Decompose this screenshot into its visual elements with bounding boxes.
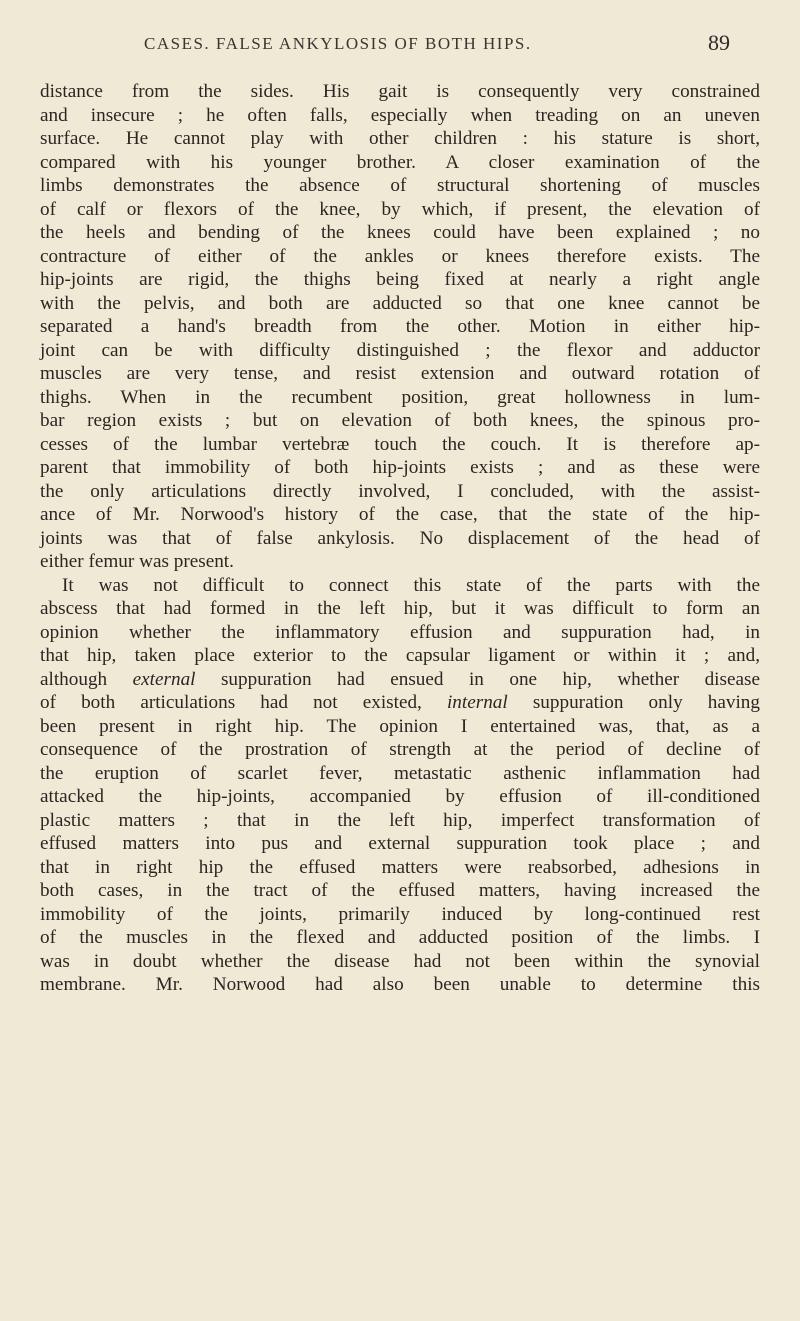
text-line: that in right hip the effused matters were reabsorbed, adhesions in bbox=[40, 856, 760, 878]
text-line: of the muscles in the flexed and adducted position of the limbs. I bbox=[40, 927, 760, 948]
text-line: effused matters into pus and external suppuration took place ; and bbox=[40, 833, 760, 854]
text-run: suppuration had ensued in one hip, whether disease bbox=[195, 668, 760, 690]
text-line: parent that immobility of both hip-joints exists ; and as these were bbox=[40, 457, 760, 478]
text-line: membrane. Mr. Norwood had also been unable to determine this bbox=[40, 974, 760, 995]
text-line: been present in right hip. The opinion I entertained was, that, as a bbox=[40, 715, 760, 737]
text-run: of both articulations had not existed, bbox=[40, 692, 447, 713]
text-line: immobility of the joints, primarily induced by long-continued rest bbox=[40, 903, 760, 925]
text-line: It was not difficult to connect this state of the parts with the bbox=[62, 574, 760, 596]
text-line: joint can be with difficulty distinguished ; the flexor and adductor bbox=[40, 339, 760, 361]
text-line: hip-joints are rigid, the thighs being fixed at nearly a right angle bbox=[40, 269, 760, 290]
paragraph-1 bbox=[40, 80, 760, 574]
text-line: ance of Mr. Norwood's history of the case, that the state of the hip- bbox=[40, 504, 760, 525]
text-line: was in doubt whether the disease had not been within the synovial bbox=[40, 950, 760, 972]
paragraph-2 bbox=[40, 574, 760, 997]
text-line: joints was that of false ankylosis. No displacement of the head of bbox=[40, 527, 760, 549]
text-line: opinion whether the inflammatory effusion and suppuration had, in bbox=[40, 621, 760, 643]
text-line: surface. He cannot play with other children : his stature is short, bbox=[40, 128, 760, 149]
text-run: suppuration only having bbox=[507, 692, 760, 713]
text-line: and insecure ; he often falls, especially when treading on an uneven bbox=[40, 104, 760, 126]
text-line: the eruption of scarlet fever, metastatic asthenic inflammation had bbox=[40, 762, 760, 784]
running-head: CASES. FALSE ANKYLOSIS OF BOTH HIPS. bbox=[144, 34, 532, 53]
text-line: muscles are very tense, and resist extension and outward rotation of bbox=[40, 363, 760, 384]
text-line: the only articulations directly involved, I concluded, with the assist- bbox=[40, 480, 760, 502]
italic-word: external bbox=[132, 668, 196, 690]
text-line: cesses of the lumbar vertebræ touch the couch. It is therefore ap- bbox=[40, 433, 760, 455]
text-line: that hip, taken place exterior to the capsular ligament or within it ; and, bbox=[40, 645, 760, 666]
text-line: with the pelvis, and both are adducted so that one knee cannot be bbox=[40, 292, 760, 314]
text-line: thighs. When in the recumbent position, great hollowness in lum- bbox=[40, 386, 760, 408]
text-line-mixed bbox=[40, 691, 760, 715]
text-line: both cases, in the tract of the effused matters, having increased the bbox=[40, 880, 760, 901]
italic-word: internal bbox=[446, 692, 508, 713]
text-line: consequence of the prostration of strength at the period of decline of bbox=[40, 739, 760, 760]
text-line: compared with his younger brother. A closer examination of the bbox=[40, 151, 760, 173]
page-number: 89 bbox=[708, 30, 730, 55]
text-line: distance from the sides. His gait is consequently very constrained bbox=[40, 81, 760, 102]
text-line: the heels and bending of the knees could have been explained ; no bbox=[40, 222, 760, 243]
text-line: of calf or flexors of the knee, by which, if present, the elevation of bbox=[40, 198, 760, 220]
page-header bbox=[0, 28, 800, 58]
text-line: attacked the hip-joints, accompanied by effusion of ill-conditioned bbox=[40, 786, 760, 807]
body-text bbox=[40, 80, 760, 997]
text-run: although bbox=[40, 668, 133, 690]
text-line: abscess that had formed in the left hip, but it was difficult to form an bbox=[40, 598, 760, 619]
text-line: limbs demonstrates the absence of structural shortening of muscles bbox=[40, 175, 760, 196]
text-line: separated a hand's breadth from the other. Motion in either hip- bbox=[40, 316, 760, 337]
text-line: either femur was present. bbox=[40, 551, 234, 572]
text-line: bar region exists ; but on elevation of both knees, the spinous pro- bbox=[40, 410, 760, 431]
text-line: plastic matters ; that in the left hip, imperfect transformation of bbox=[40, 809, 760, 831]
text-line: contracture of either of the ankles or knees therefore exists. The bbox=[40, 245, 760, 267]
text-line-mixed bbox=[40, 668, 760, 692]
